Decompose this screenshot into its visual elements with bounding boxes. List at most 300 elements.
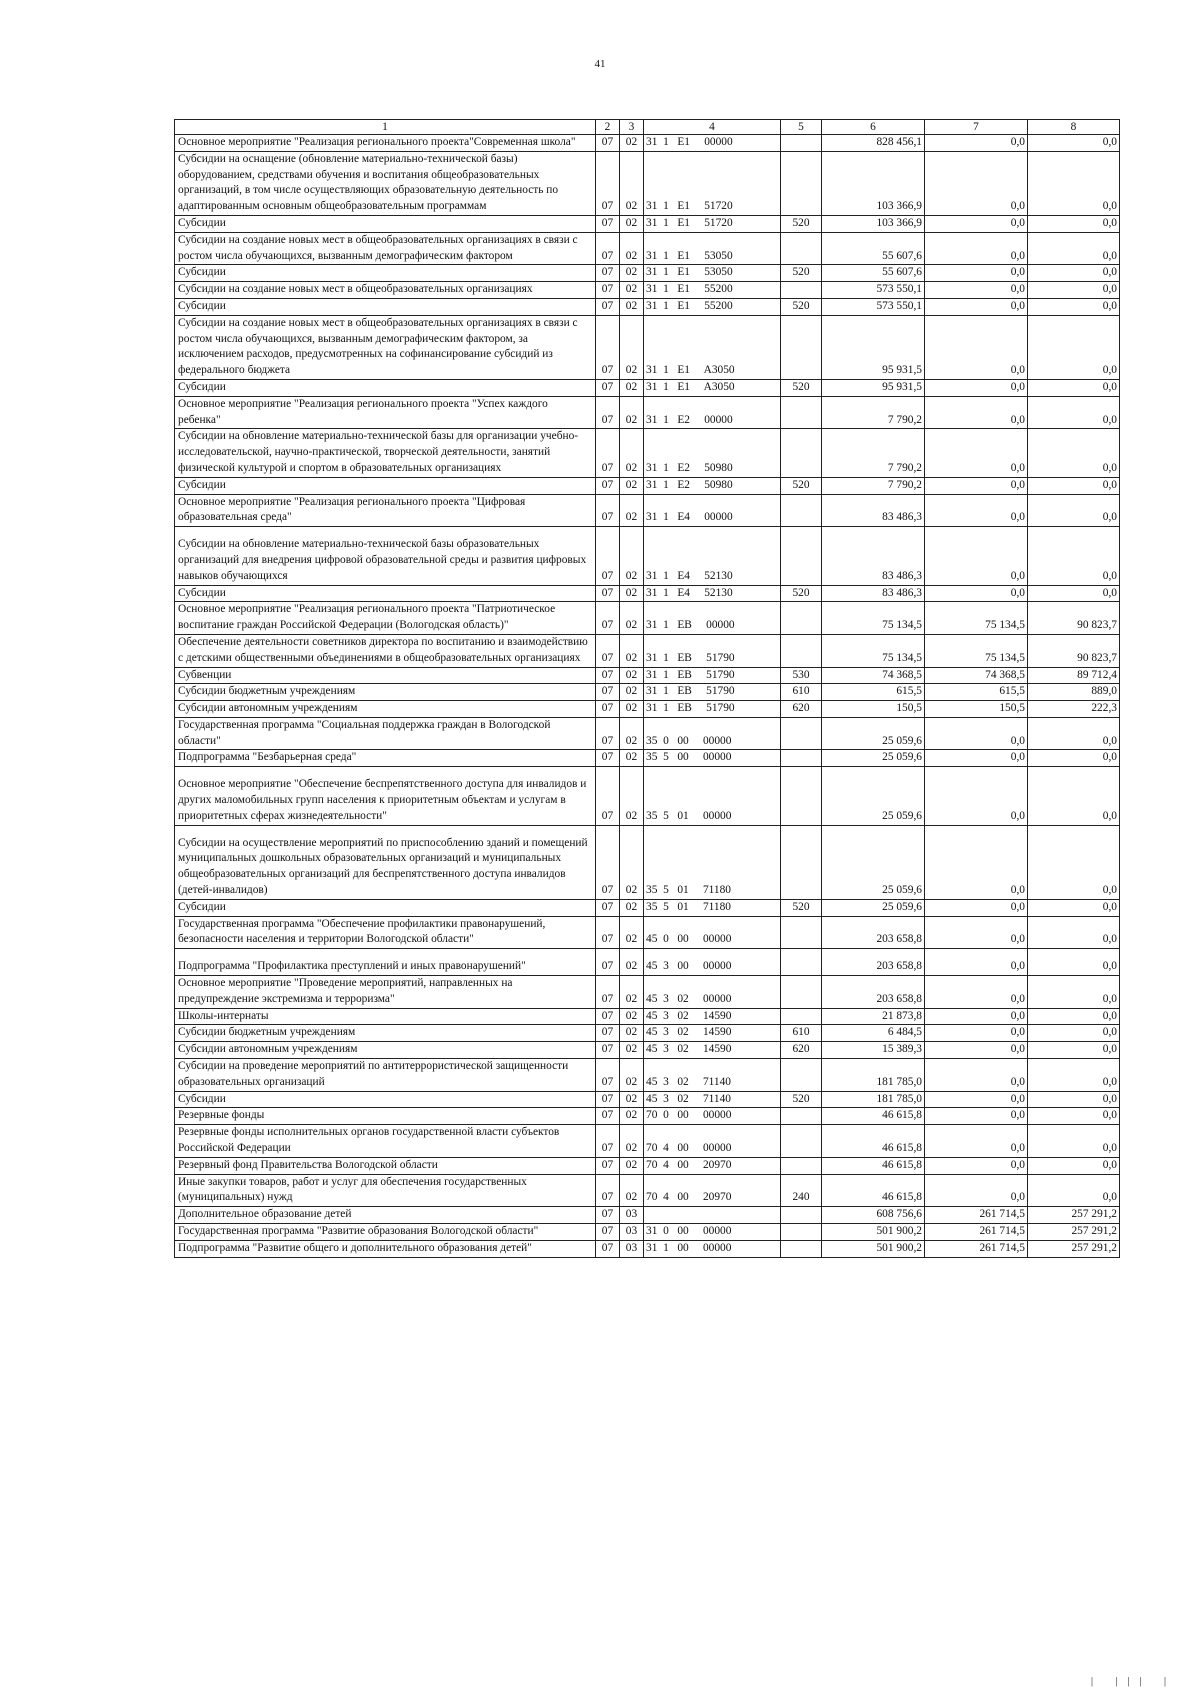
table-row (175, 667, 1120, 684)
amount-col-7 (925, 1059, 1028, 1092)
item-name (175, 232, 596, 265)
amount-col-8-text: 0,0 (1102, 734, 1117, 747)
section-code-text: 07 (601, 461, 614, 474)
amount-col-6 (822, 151, 925, 215)
item-name (175, 634, 596, 667)
expense-type-code (781, 916, 822, 949)
section-code-text: 07 (601, 1092, 614, 1105)
amount-col-6-text: 25 059,6 (882, 809, 922, 822)
section-code (596, 315, 620, 379)
amount-col-6-text: 181 785,0 (876, 1092, 922, 1105)
subsection-code (620, 976, 644, 1009)
amount-col-7 (925, 135, 1028, 152)
item-name-text: Субсидии бюджетным учреждениям (178, 1026, 356, 1039)
target-article-code-text: 70 4 00 20970 (646, 1158, 732, 1171)
expense-type-code-text: 520 (792, 1092, 810, 1105)
subsection-code-text: 02 (625, 461, 638, 474)
expense-type-code (781, 282, 822, 299)
amount-col-8 (1028, 684, 1120, 701)
subsection-code-text: 02 (625, 1075, 638, 1088)
target-article-code (644, 767, 781, 825)
amount-col-7-text: 0,0 (1010, 900, 1025, 913)
target-article-code-text: 45 3 02 71140 (646, 1075, 732, 1088)
amount-col-7 (925, 634, 1028, 667)
section-code (596, 717, 620, 750)
section-code (596, 684, 620, 701)
amount-col-7 (925, 717, 1028, 750)
table-row (175, 701, 1120, 718)
expense-type-code (781, 396, 822, 429)
amount-col-8-text: 0,0 (1102, 933, 1117, 946)
scan-marks: | ||| | (1090, 1676, 1176, 1687)
amount-col-7 (925, 232, 1028, 265)
expense-type-code-text: 620 (792, 702, 810, 715)
target-article-code (644, 899, 781, 916)
expense-type-code-text: 520 (792, 299, 810, 312)
section-code (596, 1091, 620, 1108)
amount-col-7-text: 0,0 (1010, 413, 1025, 426)
amount-col-8-text: 0,0 (1102, 380, 1117, 393)
amount-col-7-text: 261 714,5 (979, 1241, 1025, 1254)
amount-col-7-text: 0,0 (1010, 1075, 1025, 1088)
subsection-code-text: 02 (625, 511, 638, 524)
amount-col-7 (925, 602, 1028, 635)
table-row (175, 1157, 1120, 1174)
expense-type-code (781, 1108, 822, 1125)
amount-col-8-text: 0,0 (1102, 364, 1117, 377)
item-name-text: Дополнительное образование детей (178, 1208, 352, 1221)
section-code (596, 298, 620, 315)
target-article-code-text: 35 5 01 00000 (646, 809, 732, 822)
expense-type-code-text: 610 (792, 1026, 810, 1039)
item-name (175, 750, 596, 767)
amount-col-7 (925, 949, 1028, 976)
target-article-code-text: 70 0 00 00000 (646, 1109, 732, 1122)
amount-col-7 (925, 667, 1028, 684)
section-code-text: 07 (601, 884, 614, 897)
amount-col-7-text: 261 714,5 (979, 1225, 1025, 1237)
section-code-text: 07 (601, 569, 614, 582)
target-article-code (644, 1059, 781, 1092)
item-name-text: Обеспечение деятельности советников директора по воспитанию и взаимодействию с детскими общественными объединениями в общеобразовательных организациях (178, 635, 588, 664)
amount-col-7-text: 75 134,5 (985, 619, 1025, 632)
expense-type-code-text: 620 (792, 1043, 810, 1056)
amount-col-6 (822, 634, 925, 667)
amount-col-7-text: 0,0 (1010, 1092, 1025, 1105)
amount-col-8 (1028, 429, 1120, 477)
row-gap (178, 527, 593, 537)
subsection-code (620, 1091, 644, 1108)
amount-col-6 (822, 135, 925, 152)
section-code-text: 07 (601, 702, 614, 715)
amount-col-6 (822, 602, 925, 635)
amount-col-6-text: 46 615,8 (882, 1109, 922, 1122)
subsection-code (620, 1174, 644, 1207)
subsection-code (620, 750, 644, 767)
item-name-text: Субсидии на создание новых мест в общеобразовательных организациях в связи с ростом числа обучающихся, вызванным демографическим фактором (178, 233, 578, 262)
table-row (175, 750, 1120, 767)
item-name-text: Субсидии на оснащение (обновление материально-технической базы) оборудованием, средствами обучения и воспитания общеобразовательных организаций, в том числе осуществляющих образовательную деятельность по адаптированным основным общеобразовательным программам (178, 152, 559, 213)
target-article-code (644, 1091, 781, 1108)
amount-col-6 (822, 1224, 925, 1241)
item-name-text: Основное мероприятие "Проведение мероприятий, направленных на предупреждение экстремизма и терроризма" (178, 977, 513, 1005)
amount-col-6 (822, 1042, 925, 1059)
amount-col-6 (822, 315, 925, 379)
subsection-code-text: 02 (625, 299, 638, 312)
item-name-text: Государственная программа "Социальная поддержка граждан в Вологодской области" (178, 718, 551, 747)
target-article-code (644, 916, 781, 949)
expense-type-code (781, 232, 822, 265)
table-row (175, 1042, 1120, 1059)
amount-col-7 (925, 750, 1028, 767)
amount-col-8-text: 0,0 (1102, 1191, 1117, 1204)
amount-col-7-text: 0,0 (1010, 266, 1025, 279)
target-article-code-text: 70 4 00 20970 (646, 1191, 732, 1204)
amount-col-6-text: 75 134,5 (882, 651, 922, 664)
section-code (596, 949, 620, 976)
expense-type-code-text: 520 (792, 266, 810, 279)
expense-type-code (781, 379, 822, 396)
amount-col-8-text: 0,0 (1102, 1026, 1117, 1039)
subsection-code-text: 03 (625, 1208, 638, 1221)
item-name-text: Субсидии на осуществление мероприятий по приспособлению зданий и помещений муниципальных дошкольных образовательных организаций и муниципальных общеобразовательных организаций для беспрепятственного доступа инвалидов (детей-инвалидов) (178, 836, 588, 897)
target-article-code (644, 585, 781, 602)
amount-col-6-text: 25 059,6 (882, 734, 922, 747)
amount-col-8 (1028, 315, 1120, 379)
item-name (175, 477, 596, 494)
amount-col-6 (822, 1125, 925, 1158)
amount-col-8 (1028, 1059, 1120, 1092)
section-code (596, 602, 620, 635)
expense-type-code (781, 298, 822, 315)
amount-col-8 (1028, 1174, 1120, 1207)
target-article-code (644, 825, 781, 899)
subsection-code (620, 825, 644, 899)
section-code (596, 282, 620, 299)
section-code (596, 916, 620, 949)
budget-table (174, 119, 1120, 1258)
amount-col-6-text: 103 366,9 (876, 200, 922, 213)
item-name-text: Государственная программа "Развитие образования Вологодской области" (178, 1225, 539, 1237)
item-name (175, 684, 596, 701)
table-row (175, 825, 1120, 899)
amount-col-8 (1028, 232, 1120, 265)
target-article-code (644, 1224, 781, 1241)
amount-col-7 (925, 215, 1028, 232)
table-row (175, 916, 1120, 949)
expense-type-code (781, 527, 822, 585)
amount-col-7-text: 0,0 (1010, 461, 1025, 474)
amount-col-7 (925, 298, 1028, 315)
subsection-code (620, 379, 644, 396)
target-article-code-text: 31 1 E2 50980 (646, 478, 733, 491)
amount-col-7 (925, 767, 1028, 825)
header-col-5: 5 (781, 120, 822, 135)
header-col-2: 2 (596, 120, 620, 135)
amount-col-8 (1028, 1224, 1120, 1241)
section-code-text: 07 (601, 1191, 614, 1204)
subsection-code (620, 1108, 644, 1125)
subsection-code-text: 02 (625, 668, 638, 681)
amount-col-7 (925, 315, 1028, 379)
amount-col-7 (925, 1157, 1028, 1174)
amount-col-7 (925, 825, 1028, 899)
table-row (175, 634, 1120, 667)
target-article-code (644, 265, 781, 282)
target-article-code (644, 282, 781, 299)
section-code (596, 750, 620, 767)
amount-col-6 (822, 379, 925, 396)
section-code-text: 07 (601, 1208, 614, 1221)
amount-col-6 (822, 767, 925, 825)
amount-col-7 (925, 585, 1028, 602)
item-name (175, 1042, 596, 1059)
section-code-text: 07 (601, 586, 614, 599)
subsection-code-text: 02 (625, 702, 638, 715)
amount-col-7 (925, 1224, 1028, 1241)
section-code-text: 07 (601, 1241, 614, 1254)
subsection-code (620, 899, 644, 916)
subsection-code-text: 02 (625, 249, 638, 262)
item-name (175, 1008, 596, 1025)
section-code (596, 527, 620, 585)
section-code-text: 07 (601, 364, 614, 377)
table-row (175, 684, 1120, 701)
item-name (175, 717, 596, 750)
target-article-code-text: 45 3 02 14590 (646, 1009, 732, 1022)
expense-type-code-text: 520 (792, 380, 810, 393)
table-row (175, 151, 1120, 215)
item-name (175, 667, 596, 684)
section-code-text: 07 (601, 734, 614, 747)
amount-col-7 (925, 1025, 1028, 1042)
amount-col-7-text: 150,5 (999, 702, 1025, 715)
amount-col-8 (1028, 396, 1120, 429)
target-article-code (644, 215, 781, 232)
subsection-code (620, 151, 644, 215)
item-name-text: Основное мероприятие "Реализация регионального проекта "Успех каждого ребенка" (178, 397, 548, 426)
subsection-code-text: 03 (625, 1225, 638, 1237)
section-code-text: 07 (601, 1009, 614, 1022)
expense-type-code (781, 1240, 822, 1257)
target-article-code-text: 31 1 E4 00000 (646, 511, 733, 524)
item-name-text: Резервные фонды исполнительных органов государственной власти субъектов Российской Федерации (178, 1126, 560, 1155)
target-article-code-text: 35 5 01 71180 (646, 900, 732, 913)
amount-col-6 (822, 750, 925, 767)
subsection-code (620, 684, 644, 701)
table-row (175, 717, 1120, 750)
table-row (175, 282, 1120, 299)
amount-col-6 (822, 1059, 925, 1092)
subsection-code (620, 1224, 644, 1241)
section-code (596, 825, 620, 899)
target-article-code (644, 151, 781, 215)
header-col-7: 7 (925, 120, 1028, 135)
table-row (175, 1174, 1120, 1207)
subsection-code-text: 02 (625, 200, 638, 213)
amount-col-8-text: 0,0 (1102, 478, 1117, 491)
amount-col-6-text: 74 368,5 (882, 668, 922, 681)
amount-col-7-text: 0,0 (1010, 136, 1025, 148)
expense-type-code (781, 767, 822, 825)
item-name (175, 527, 596, 585)
section-code (596, 585, 620, 602)
subsection-code-text: 02 (625, 1158, 638, 1171)
amount-col-8-text: 90 823,7 (1077, 651, 1117, 664)
section-code (596, 232, 620, 265)
amount-col-6 (822, 1108, 925, 1125)
amount-col-6-text: 6 484,5 (887, 1026, 922, 1039)
section-code (596, 1108, 620, 1125)
section-code-text: 07 (601, 685, 614, 698)
amount-col-6 (822, 1240, 925, 1257)
subsection-code-text: 02 (625, 960, 638, 973)
target-article-code (644, 232, 781, 265)
amount-col-8-text: 0,0 (1102, 266, 1117, 279)
amount-col-6-text: 103 366,9 (876, 216, 922, 229)
target-article-code (644, 298, 781, 315)
table-row (175, 135, 1120, 152)
amount-col-8 (1028, 1108, 1120, 1125)
amount-col-6 (822, 916, 925, 949)
expense-type-code (781, 1174, 822, 1207)
subsection-code (620, 477, 644, 494)
expense-type-code (781, 429, 822, 477)
item-name-text: Субсидии на обновление материально-технической базы образовательных организаций для внедрения цифровой образовательной среды и развития цифровых навыков обучающихся (178, 538, 587, 582)
target-article-code (644, 527, 781, 585)
expense-type-code-text: 520 (792, 478, 810, 491)
table-row (175, 429, 1120, 477)
target-article-code-text: 31 1 E1 55200 (646, 299, 733, 312)
section-code (596, 1025, 620, 1042)
target-article-code-text: 31 1 E4 52130 (646, 586, 733, 599)
item-name (175, 151, 596, 215)
item-name-text: Субсидии на обновление материально-технической базы для организации учебно-исследовательской, научно-практической, творческой деятельности, занятий физической культурой и спортом в образовательных организациях (178, 430, 579, 474)
amount-col-6 (822, 717, 925, 750)
table-row (175, 949, 1120, 976)
amount-col-7 (925, 1125, 1028, 1158)
section-code-text: 07 (601, 249, 614, 262)
item-name-text: Субсидии на создание новых мест в общеобразовательных организациях в связи с ростом числа обучающихся, вызванным демографическим фактором, за исключением расходов, предусмотренных на софинансирование субсидий из федерального бюджета (178, 316, 578, 377)
expense-type-code (781, 135, 822, 152)
amount-col-6-text: 181 785,0 (876, 1075, 922, 1088)
amount-col-6-text: 25 059,6 (882, 900, 922, 913)
section-code-text: 07 (601, 933, 614, 946)
target-article-code-text: 31 0 00 00000 (646, 1225, 732, 1237)
section-code-text: 07 (601, 216, 614, 229)
item-name (175, 701, 596, 718)
table-row (175, 585, 1120, 602)
expense-type-code (781, 1125, 822, 1158)
subsection-code (620, 949, 644, 976)
subsection-code-text: 02 (625, 900, 638, 913)
target-article-code-text: 31 1 E1 53050 (646, 249, 733, 262)
expense-type-code (781, 477, 822, 494)
amount-col-7 (925, 379, 1028, 396)
amount-col-7-text: 0,0 (1010, 1043, 1025, 1056)
subsection-code-text: 02 (625, 1142, 638, 1155)
target-article-code-text: 45 3 02 14590 (646, 1043, 732, 1056)
amount-col-7 (925, 1240, 1028, 1257)
target-article-code-text: 31 1 E4 52130 (646, 569, 733, 582)
item-name-text: Субсидии (178, 478, 226, 491)
amount-col-6 (822, 1025, 925, 1042)
amount-col-8-text: 0,0 (1102, 960, 1117, 973)
subsection-code-text: 02 (625, 651, 638, 664)
subsection-code (620, 429, 644, 477)
amount-col-7 (925, 477, 1028, 494)
subsection-code (620, 1059, 644, 1092)
amount-col-8 (1028, 717, 1120, 750)
target-article-code (644, 429, 781, 477)
item-name (175, 1224, 596, 1241)
amount-col-6 (822, 701, 925, 718)
item-name (175, 429, 596, 477)
amount-col-7-text: 75 134,5 (985, 651, 1025, 664)
subsection-code (620, 1240, 644, 1257)
table-row (175, 767, 1120, 825)
section-code-text: 07 (601, 1225, 614, 1237)
subsection-code (620, 298, 644, 315)
target-article-code-text: 45 3 02 14590 (646, 1026, 732, 1039)
expense-type-code (781, 265, 822, 282)
amount-col-7 (925, 151, 1028, 215)
section-code-text: 07 (601, 1109, 614, 1122)
amount-col-7-text: 0,0 (1010, 586, 1025, 599)
amount-col-6-text: 7 790,2 (887, 461, 922, 474)
amount-col-8 (1028, 215, 1120, 232)
amount-col-6-text: 615,5 (896, 685, 922, 698)
expense-type-code-text: 610 (792, 685, 810, 698)
table-row (175, 477, 1120, 494)
amount-col-6-text: 203 658,8 (876, 992, 922, 1005)
amount-col-7-text: 0,0 (1010, 751, 1025, 764)
item-name (175, 494, 596, 527)
section-code (596, 1008, 620, 1025)
amount-col-7-text: 0,0 (1010, 478, 1025, 491)
expense-type-code-text: 520 (792, 216, 810, 229)
target-article-code-text: 31 1 E1 A3050 (646, 380, 735, 393)
section-code (596, 1207, 620, 1224)
amount-col-8-text: 0,0 (1102, 200, 1117, 213)
section-code (596, 215, 620, 232)
table-row (175, 265, 1120, 282)
amount-col-7-text: 0,0 (1010, 1158, 1025, 1171)
item-name-text: Основное мероприятие "Реализация регионального проекта "Патриотическое воспитание граждан Российской Федерации (Вологодская область)" (178, 603, 556, 632)
expense-type-code (781, 1224, 822, 1241)
subsection-code-text: 02 (625, 364, 638, 377)
table-row (175, 1207, 1120, 1224)
amount-col-7-text: 0,0 (1010, 884, 1025, 897)
amount-col-6-text: 573 550,1 (876, 299, 922, 312)
subsection-code-text: 02 (625, 1109, 638, 1122)
item-name-text: Субсидии (178, 900, 226, 913)
amount-col-7 (925, 1091, 1028, 1108)
expense-type-code (781, 1059, 822, 1092)
expense-type-code-text: 520 (792, 900, 810, 913)
amount-col-6-text: 25 059,6 (882, 884, 922, 897)
target-article-code (644, 494, 781, 527)
amount-col-8-text: 0,0 (1102, 511, 1117, 524)
subsection-code (620, 527, 644, 585)
amount-col-7-text: 0,0 (1010, 283, 1025, 296)
expense-type-code (781, 315, 822, 379)
subsection-code-text: 02 (625, 266, 638, 279)
header-col-3: 3 (620, 120, 644, 135)
section-code-text: 07 (601, 266, 614, 279)
target-article-code (644, 750, 781, 767)
target-article-code-text: 31 1 E1 51720 (646, 200, 733, 213)
